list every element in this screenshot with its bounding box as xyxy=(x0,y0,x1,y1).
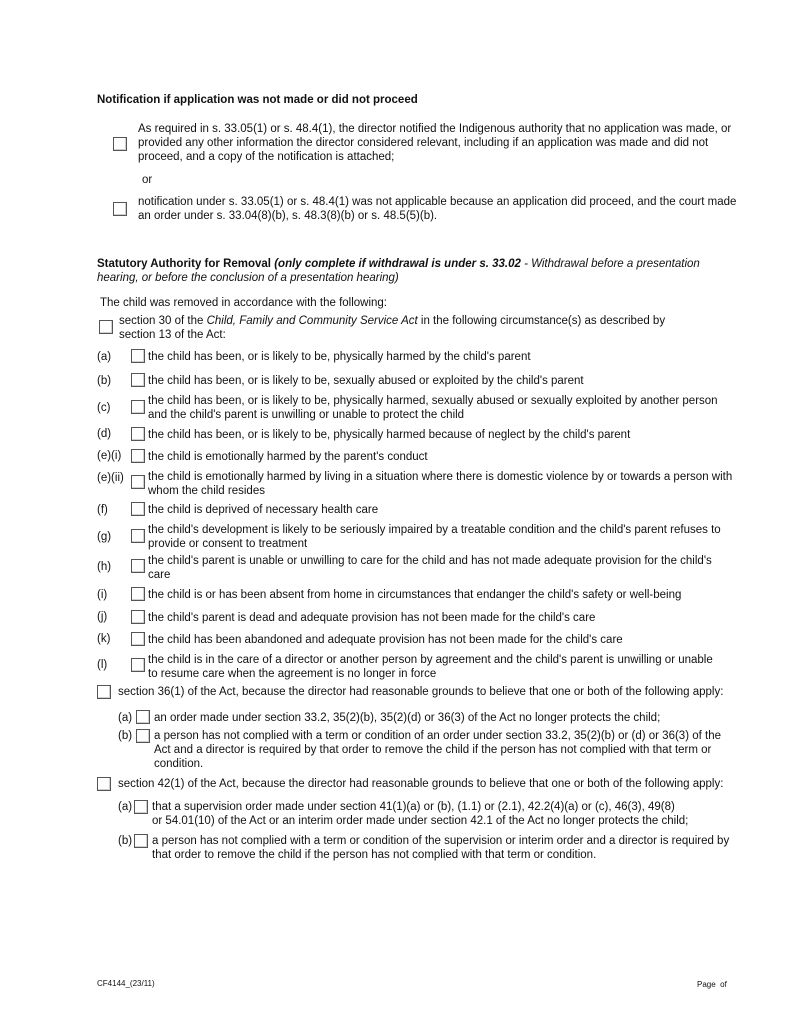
section36-text: section 36(1) of the Act, because the director had reasonable grounds to believe that one or both of the following apply: xyxy=(118,686,724,698)
section30-text xyxy=(119,314,739,342)
statutory-heading-title: Statutory Authority for Removal xyxy=(97,258,272,270)
circumstance-j-text: the child's parent is dead and adequate provision has not been made for the child's care xyxy=(148,612,596,624)
circumstance-eii-checkbox[interactable] xyxy=(131,475,145,489)
circumstance-c-checkbox[interactable] xyxy=(131,400,145,414)
section42-a-text xyxy=(152,800,752,828)
text-line: Act and a director is required by that order to remove the child if the person has not complied with that term or xyxy=(154,744,712,756)
text-line: care xyxy=(148,569,171,581)
text-line: that order to remove the child if the person has not complied with that term or condition. xyxy=(152,849,597,861)
text-line: notification under s. 33.05(1) or s. 48.4(1) was not applicable because an application did proceed, and the court made xyxy=(138,196,737,208)
circumstance-label: (j) xyxy=(97,611,108,623)
circumstance-d-text: the child has been, or is likely to be, physically harmed because of neglect by the child's parent xyxy=(148,429,631,441)
section42-checkbox[interactable] xyxy=(97,777,111,791)
text-line: the child has been, or is likely to be, physically harmed, sexually abused or sexually exploited by another person xyxy=(148,395,718,407)
notification-not-applicable-text xyxy=(138,195,758,223)
notification-heading: Notification if application was not made or did not proceed xyxy=(97,94,418,106)
notification-not-applicable-checkbox[interactable] xyxy=(113,202,127,216)
circumstance-eii-text xyxy=(148,470,758,498)
circumstance-label: (g) xyxy=(97,531,112,543)
text-line: the child's development is likely to be seriously impaired by a treatable condition and the child's parent refuses to xyxy=(148,524,721,536)
text-line: an order under s. 33.04(8)(b), s. 48.3(8)(b) or s. 48.5(5)(b). xyxy=(138,210,438,222)
or-label: or xyxy=(142,174,153,186)
circumstance-l-text xyxy=(148,653,758,681)
section30-post: in the following circumstance(s) as described by xyxy=(417,315,666,327)
text-line: provided any other information the director considered relevant, including if an application was made and did not xyxy=(138,137,709,149)
section42-b-text xyxy=(152,834,752,862)
circumstance-i-checkbox[interactable] xyxy=(131,587,145,601)
text-line: whom the child resides xyxy=(148,485,265,497)
statutory-intro: The child was removed in accordance with the following: xyxy=(100,297,388,309)
notification-attached-checkbox[interactable] xyxy=(113,137,127,151)
circumstance-g-text xyxy=(148,523,758,551)
circumstance-i-text: the child is or has been absent from home in circumstances that endanger the child's safety or well-being xyxy=(148,589,682,601)
circumstance-f-checkbox[interactable] xyxy=(131,502,145,516)
section42-b-label: (b) xyxy=(118,835,133,847)
circumstance-a-checkbox[interactable] xyxy=(131,349,145,363)
circumstance-d-checkbox[interactable] xyxy=(131,427,145,441)
form-code: CF4144_(23/11) xyxy=(97,979,155,988)
circumstance-k-checkbox[interactable] xyxy=(131,632,145,646)
text-line: a person has not complied with a term or condition of the supervision or interim order and a director is required by xyxy=(152,835,730,847)
circumstance-label: (f) xyxy=(97,504,108,516)
section36-b-label: (b) xyxy=(118,730,133,742)
circumstance-label: (e)(ii) xyxy=(97,472,124,484)
statutory-heading-note-line2: hearing, or before the conclusion of a presentation hearing) xyxy=(97,272,399,284)
circumstance-label: (c) xyxy=(97,402,111,414)
section30-line2: section 13 of the Act: xyxy=(119,329,226,341)
circumstance-label: (a) xyxy=(97,351,112,363)
notification-attached-text xyxy=(138,122,758,164)
circumstance-label: (d) xyxy=(97,428,112,440)
statutory-heading-section-ref: s. 33.02 xyxy=(479,258,521,270)
circumstance-label: (l) xyxy=(97,659,108,671)
text-line: condition. xyxy=(154,758,204,770)
statutory-heading xyxy=(97,257,737,285)
circumstance-ei-checkbox[interactable] xyxy=(131,449,145,463)
section42-a-checkbox[interactable] xyxy=(134,800,148,814)
section36-checkbox[interactable] xyxy=(97,685,111,699)
section42-b-checkbox[interactable] xyxy=(134,834,148,848)
circumstance-k-text: the child has been abandoned and adequate provision has not been made for the child's care xyxy=(148,634,623,646)
section30-checkbox[interactable] xyxy=(99,320,113,334)
circumstance-a-text: the child has been, or is likely to be, physically harmed by the child's parent xyxy=(148,351,531,363)
section36-b-text xyxy=(154,729,754,771)
circumstance-label: (k) xyxy=(97,633,111,645)
circumstance-h-text xyxy=(148,554,758,582)
page-number: Page of xyxy=(697,980,727,989)
act-name: Child, Family and Community Service Act xyxy=(206,315,418,327)
text-line: and the child's parent is unwilling or unable to protect the child xyxy=(148,409,465,421)
circumstance-b-checkbox[interactable] xyxy=(131,373,145,387)
circumstance-label: (e)(i) xyxy=(97,450,122,462)
circumstance-label: (b) xyxy=(97,375,112,387)
circumstance-j-checkbox[interactable] xyxy=(131,610,145,624)
text-line: As required in s. 33.05(1) or s. 48.4(1), the director notified the Indigenous authority that no application was made, or xyxy=(138,123,732,135)
section30-pre: section 30 of the xyxy=(119,315,207,327)
text-line: the child's parent is unable or unwilling to care for the child and has not made adequate provision for the child's xyxy=(148,555,712,567)
text-line: to resume care when the agreement is no longer in force xyxy=(148,668,437,680)
text-line: a person has not complied with a term or condition of an order under section 33.2, 35(2)(b) or (d) or 36(3) of the xyxy=(154,730,721,742)
text-line: proceed, and a copy of the notification is attached; xyxy=(138,151,395,163)
section42-a-label: (a) xyxy=(118,801,133,813)
text-line: that a supervision order made under section 41(1)(a) or (b), (1.1) or (2.1), 42.2(4)(a) or (c), 46(3), 49(8) xyxy=(152,801,675,813)
circumstance-c-text xyxy=(148,394,748,422)
circumstance-label: (h) xyxy=(97,561,112,573)
statutory-heading-note-cont: - Withdrawal before a presentation xyxy=(520,258,700,270)
circumstance-ei-text: the child is emotionally harmed by the parent's conduct xyxy=(148,451,428,463)
text-line: the child is emotionally harmed by living in a situation where there is domestic violence by or towards a person with xyxy=(148,471,733,483)
section36-a-label: (a) xyxy=(118,712,133,724)
text-line: or 54.01(10) of the Act or an interim order made under section 42.1 of the Act no longer protects the child; xyxy=(152,815,689,827)
circumstance-l-checkbox[interactable] xyxy=(131,658,145,672)
section42-text: section 42(1) of the Act, because the director had reasonable grounds to believe that one or both of the following apply: xyxy=(118,778,724,790)
section36-a-text: an order made under section 33.2, 35(2)(b), 35(2)(d) or 36(3) of the Act no longer protects the child; xyxy=(154,712,661,724)
circumstance-h-checkbox[interactable] xyxy=(131,559,145,573)
section36-a-checkbox[interactable] xyxy=(136,710,150,724)
circumstance-b-text: the child has been, or is likely to be, sexually abused or exploited by the child's parent xyxy=(148,375,584,387)
circumstance-f-text: the child is deprived of necessary health care xyxy=(148,504,379,516)
text-line: provide or consent to treatment xyxy=(148,538,308,550)
text-line: the child is in the care of a director or another person by agreement and the child's parent is unwilling or unable xyxy=(148,654,713,666)
section36-b-checkbox[interactable] xyxy=(136,729,150,743)
statutory-heading-note: (only complete if withdrawal is under xyxy=(271,258,480,270)
circumstance-g-checkbox[interactable] xyxy=(131,529,145,543)
circumstance-label: (i) xyxy=(97,589,108,601)
